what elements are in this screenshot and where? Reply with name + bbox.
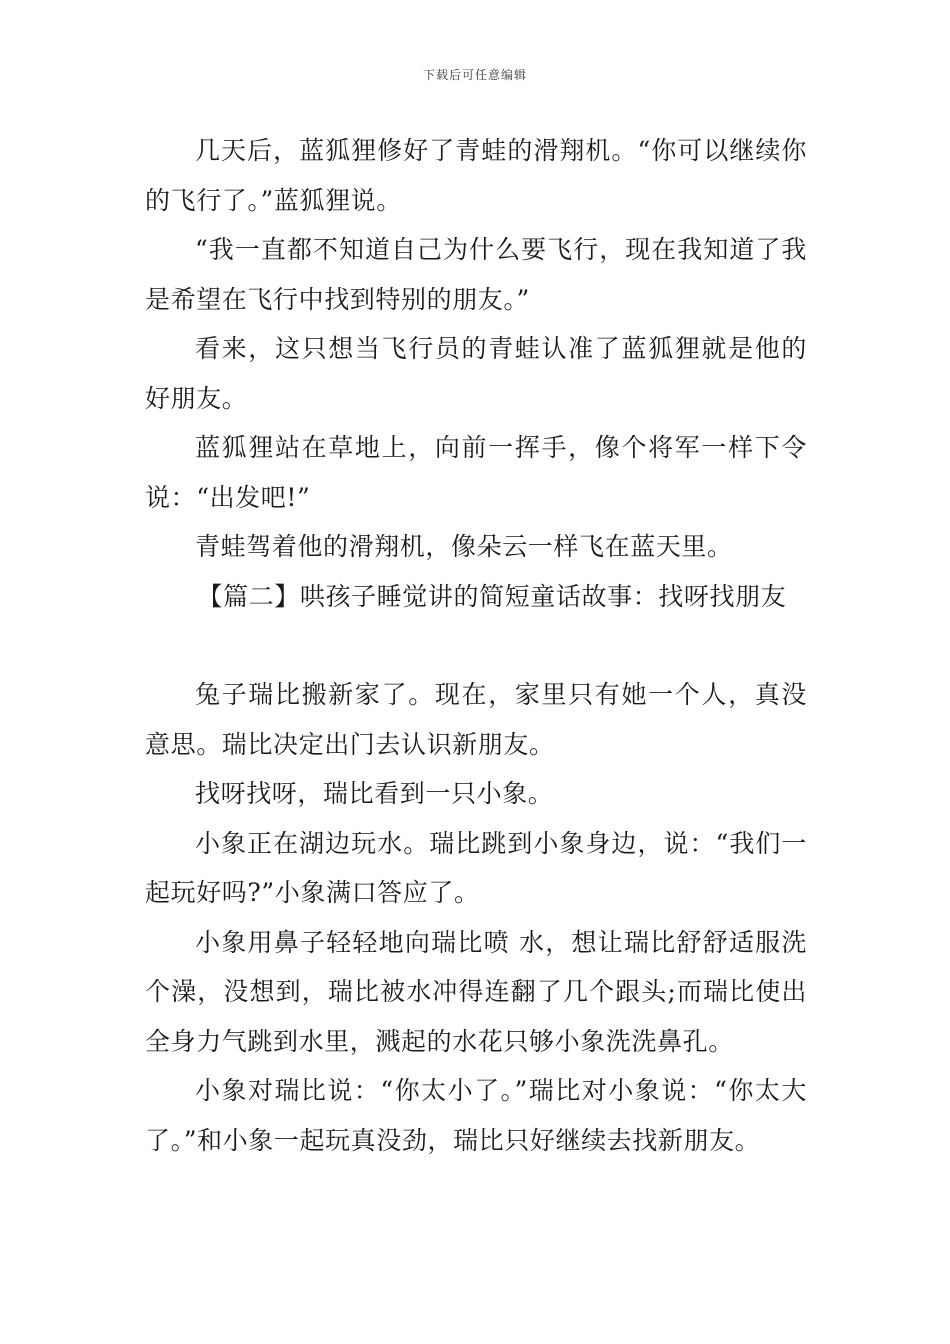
paragraph: 几天后，蓝狐狸修好了青蛙的滑翔机。“你可以继续你的飞行了。”蓝狐狸说。: [145, 136, 807, 215]
paragraph: 兔子瑞比搬新家了。现在，家里只有她一个人，真没意思。瑞比决定出门去认识新朋友。: [145, 680, 807, 759]
paragraph: 蓝狐狸站在草地上，向前一挥手，像个将军一样下令说：“出发吧!”: [145, 433, 807, 512]
page-header-note: 下载后可任意编辑: [422, 68, 527, 82]
page-body: [145, 126, 807, 1165]
paragraph: 青蛙驾着他的滑翔机，像朵云一样飞在蓝天里。: [195, 532, 733, 561]
paragraph: 小象正在湖边玩水。瑞比跳到小象身边，说：“我们一起玩好吗?”小象满口答应了。: [145, 828, 807, 907]
paragraph: 看来，这只想当飞行员的青蛙认准了蓝狐狸就是他的好朋友。: [145, 334, 807, 413]
paragraph: “我一直都不知道自己为什么要飞行，现在我知道了我是希望在飞行中找到特别的朋友。”: [145, 235, 807, 314]
paragraph: 小象用鼻子轻轻地向瑞比喷 水，想让瑞比舒舒适服洗个澡，没想到，瑞比被水冲得连翻了几个跟头;而瑞比使出全身力气跳到水里，溅起的水花只够小象洗洗鼻孔。: [145, 927, 807, 1056]
blank-line: [145, 621, 807, 670]
paragraph: 找呀找呀，瑞比看到一只小象。: [195, 779, 554, 808]
section-title: 【篇二】哄孩子睡觉讲的简短童话故事：找呀找朋友: [197, 581, 787, 611]
paragraph: 小象对瑞比说：“你太小了。”瑞比对小象说：“你太大了。”和小象一起玩真没劲，瑞比只好继续去找新朋友。: [145, 1076, 807, 1155]
